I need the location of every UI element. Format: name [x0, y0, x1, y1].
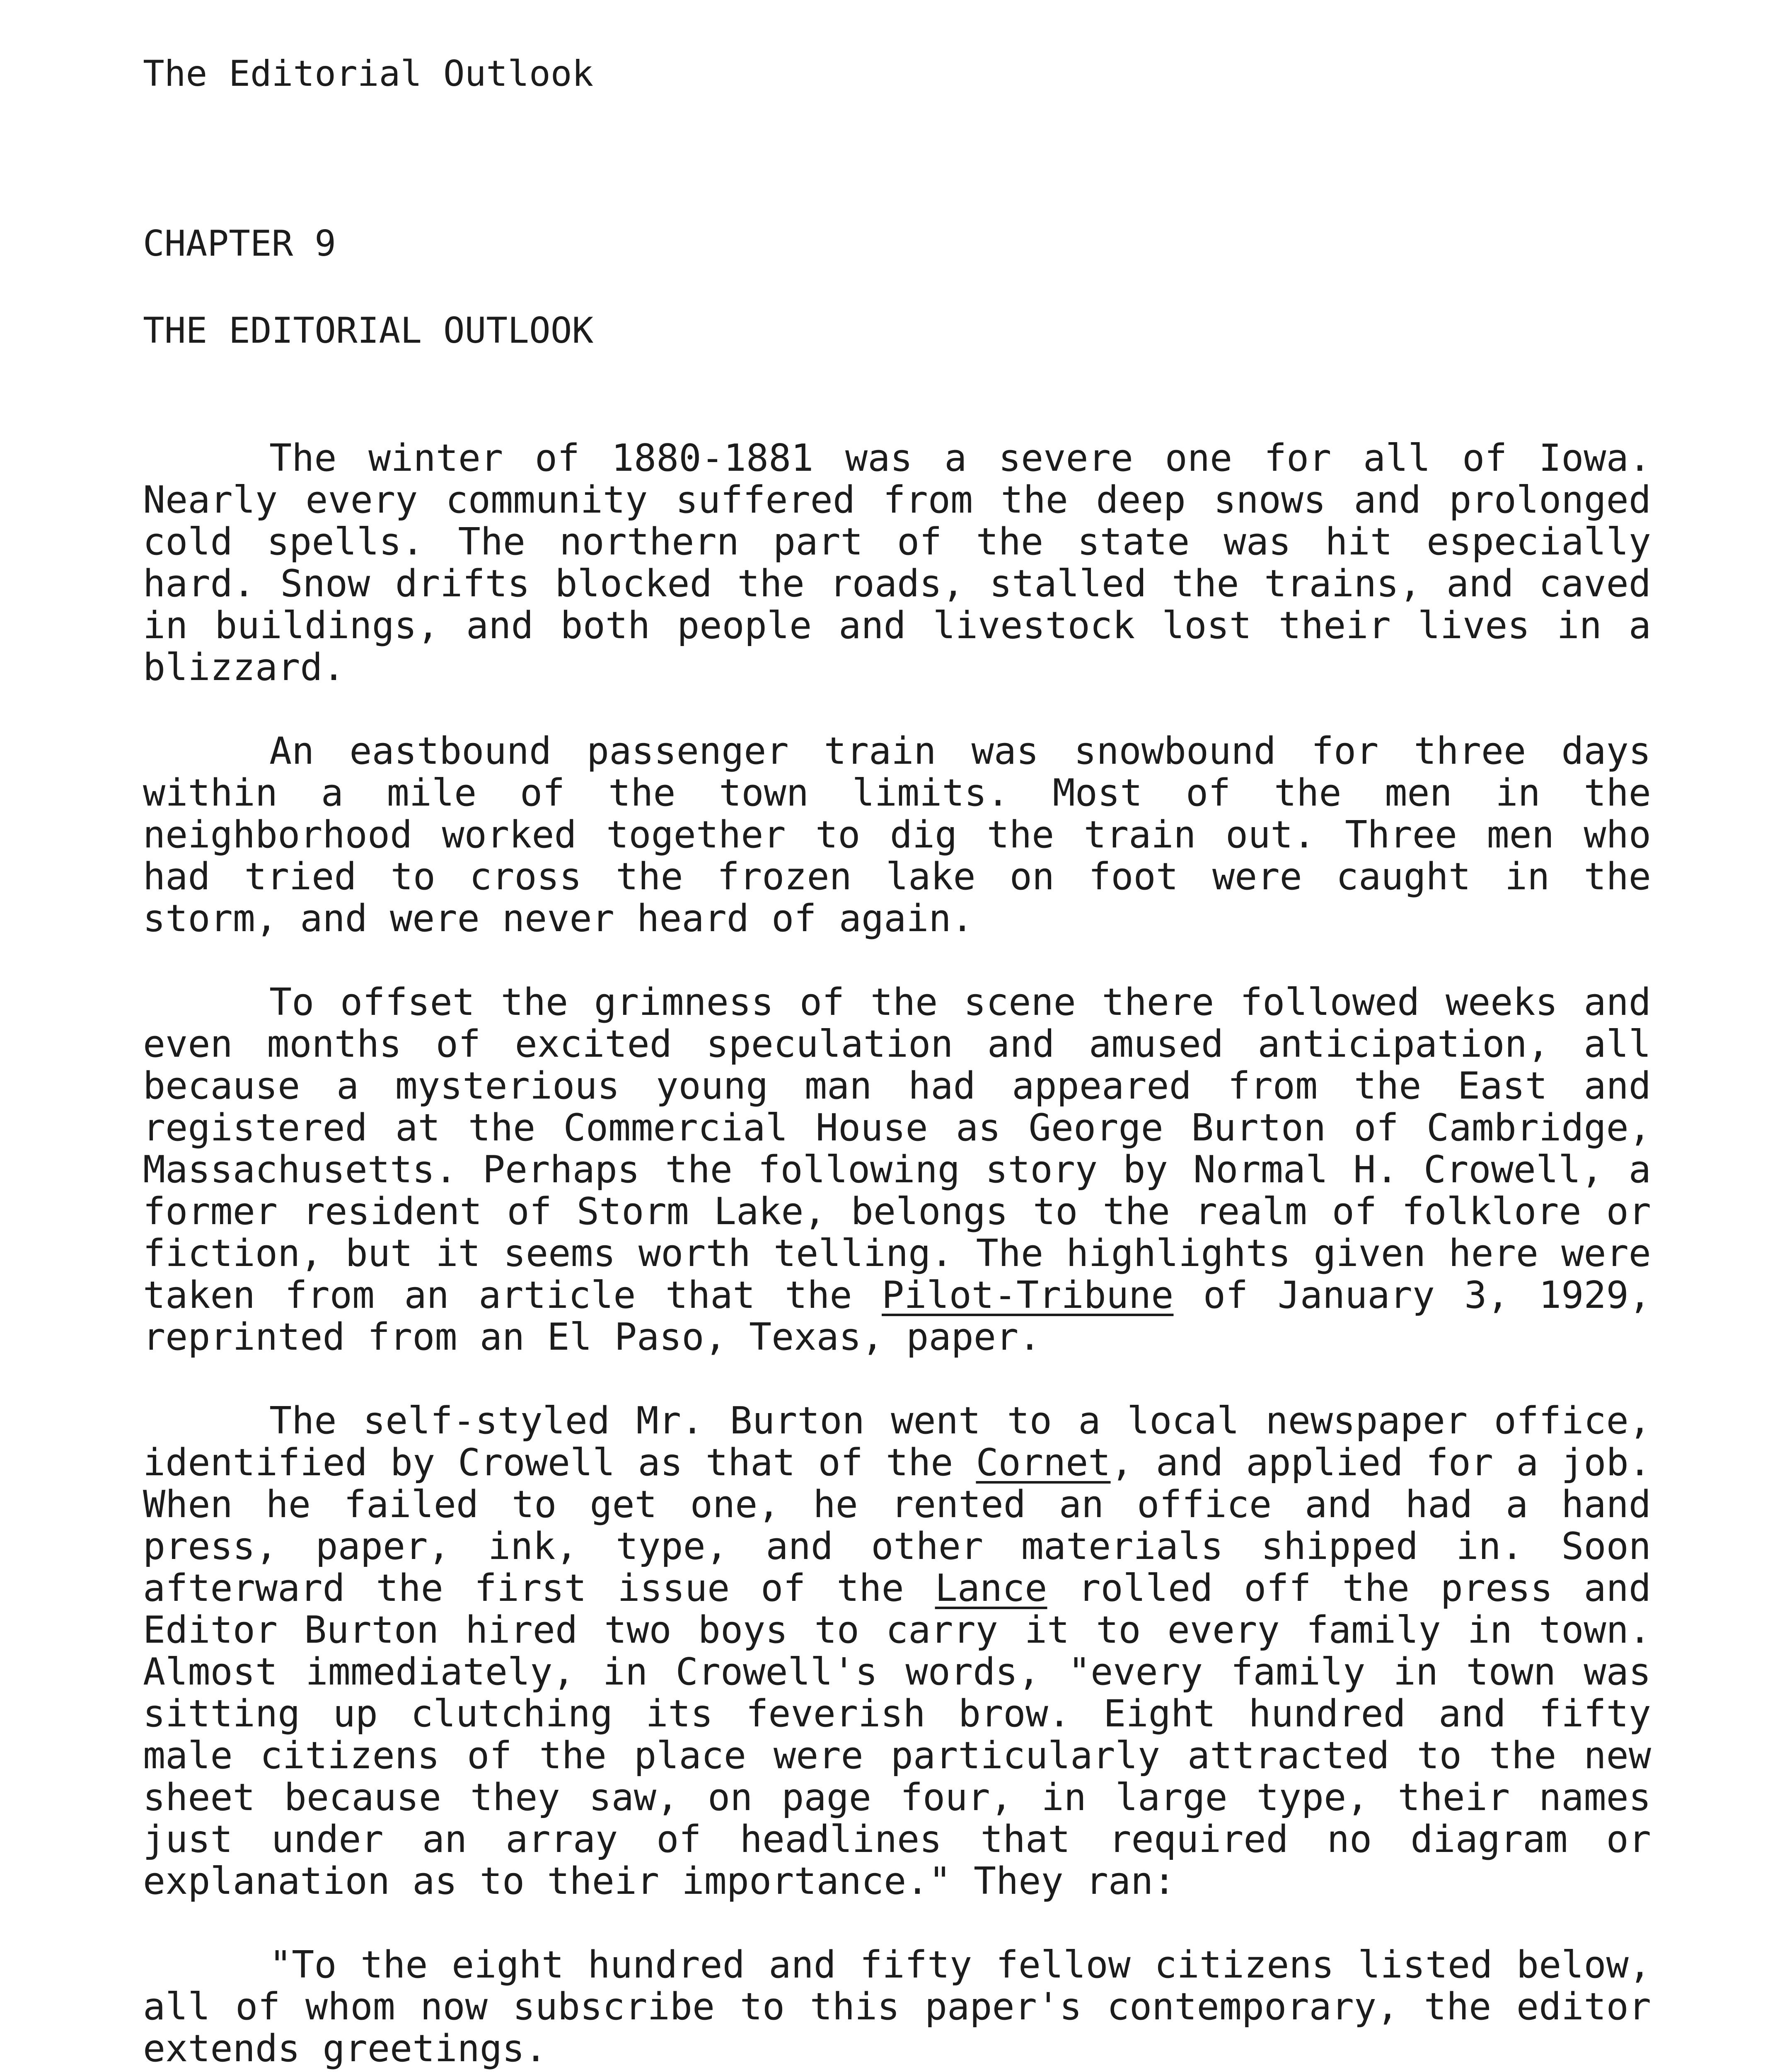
- paragraph-text: To offset the grimness of the scene there followed weeks and even months of excited speculation and amused anticipation, all because a mysterious young man had appeared from the East and registered at the Commercial House as George Burton of Cambridge, Massachusetts. Perhaps the following story by Normal H. Crowell, a former resident of Storm Lake, belongs to the realm of folklore or fiction, but it seems worth telling. The highlights given here were taken from an article that the: [143, 980, 1651, 1317]
- chapter-title: THE EDITORIAL OUTLOOK: [143, 310, 594, 351]
- newspaper-title-lance: Lance: [935, 1566, 1047, 1610]
- newspaper-title-pilot-tribune: Pilot-Tribune: [882, 1273, 1174, 1317]
- paragraph-text: The self-styled Mr. Burton went to a local newspaper office, identified by Crowell as that of the: [143, 1399, 1651, 1484]
- paragraph-winter: The winter of 1880-1881 was a severe one for all of Iowa. Nearly every community suffered from the deep snows and prolonged cold spells. The northern part of the state was hit especially hard. Snow drifts blocked the roads, stalled the trains, and caved in buildings, and both people and livestock lost their lives in a blizzard.: [143, 436, 1651, 689]
- body-text: [143, 437, 1651, 2072]
- paragraph-text: , and applied for a job. When he failed to get one, he rented an office and had a hand press, paper, ink, type, and other materials shipped in. Soon afterward the first issue of the: [143, 1441, 1651, 1610]
- running-header: The Editorial Outlook: [143, 53, 594, 94]
- chapter-number: CHAPTER 9: [143, 223, 336, 264]
- newspaper-title-cornet: Cornet: [976, 1441, 1111, 1484]
- paragraph-lance-founding: [143, 1400, 1651, 1902]
- paragraph-train: An eastbound passenger train was snowbound for three days within a mile of the town limits. Most of the men in the neighborhood worked together to dig the train out. Three men who had tried to cross the frozen lake on foot were caught in the storm, and were never heard of again.: [143, 729, 1651, 940]
- paragraph-text: rolled off the press and Editor Burton hired two boys to carry it to every family in town. Almost immediately, in Crowell's words, "every family in town was sitting up clutching its feverish brow. Eight hundred and fifty male citizens of the place were particularly attracted to the new sheet because they saw, on page four, in large type, their names just under an array of headlines that required no diagram or explanation as to their importance." They ran:: [143, 1566, 1651, 1903]
- paragraph-burton-arrival: [143, 981, 1651, 1358]
- paragraph-greetings-quote: "To the eight hundred and fifty fellow citizens listed below, all of whom now subscribe to this paper's contemporary, the editor extends greetings.: [143, 1943, 1651, 2070]
- paragraph-text: of January 3, 1929, reprinted from an El Paso, Texas, paper.: [143, 1273, 1651, 1359]
